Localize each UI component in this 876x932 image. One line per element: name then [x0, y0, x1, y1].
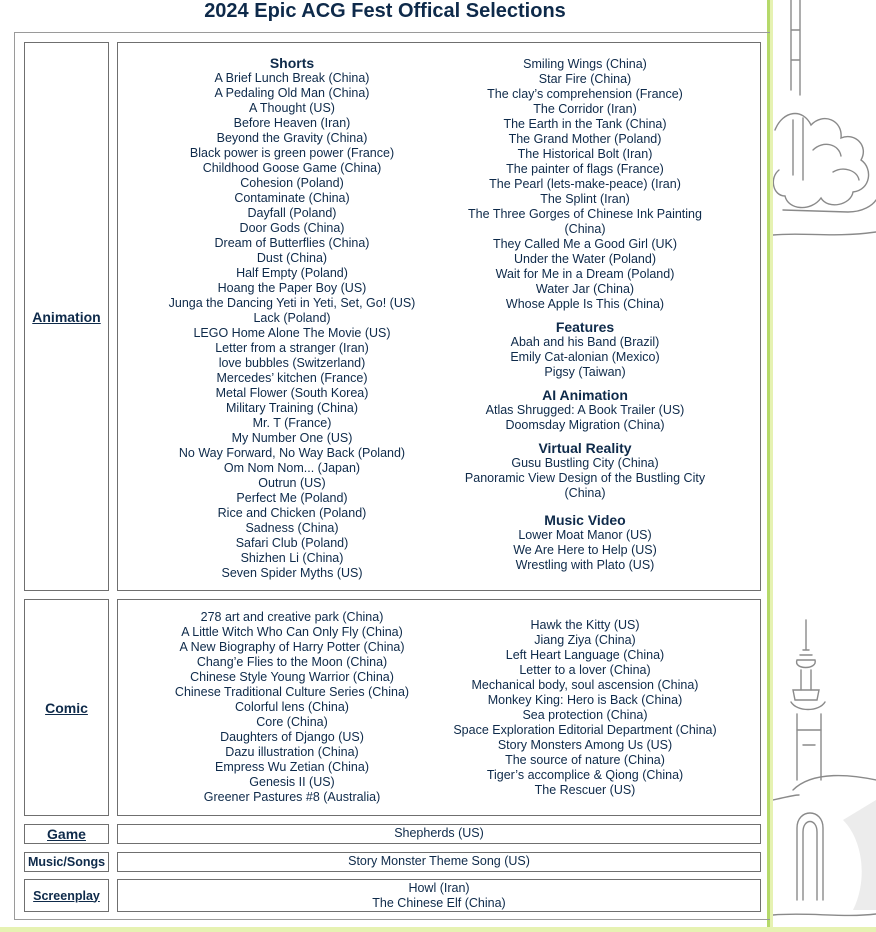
music-songs-list	[118, 853, 760, 869]
comic-list-right	[425, 618, 745, 798]
selection-title: Star Fire (China)	[538, 72, 632, 86]
selection-title: Cohesion (Poland)	[240, 176, 344, 190]
selection-title: Lack (Poland)	[253, 311, 331, 325]
selection-title: Tiger’s accomplice & Qiong (China)	[486, 768, 684, 782]
selection-title: Seven Spider Myths (US)	[221, 566, 363, 580]
selection-title: A Little Witch Who Can Only Fly (China)	[181, 625, 403, 639]
selection-title: Chinese Traditional Culture Series (China)	[174, 685, 410, 699]
selection-title: Outrun (US)	[258, 476, 326, 490]
selection-title: They Called Me a Good Girl (UK)	[492, 237, 678, 251]
category-screenplay	[24, 879, 109, 912]
selection-title: Letter from a stranger (Iran)	[215, 341, 369, 355]
selection-title: Panoramic View Design of the Bustling City (China)	[464, 471, 706, 500]
selection-title: LEGO Home Alone The Movie (US)	[193, 326, 391, 340]
selection-title: Under the Water (Poland)	[514, 252, 656, 266]
selection-title: Door Gods (China)	[239, 221, 345, 235]
game-cell	[117, 824, 761, 844]
selection-title: No Way Forward, No Way Back (Poland)	[178, 446, 406, 460]
selection-title: The painter of flags (France)	[506, 162, 664, 176]
comic-list-left	[132, 610, 452, 805]
selection-title: Water Jar (China)	[535, 282, 635, 296]
selection-title: Dust (China)	[256, 251, 328, 265]
selection-title: Sadness (China)	[245, 521, 339, 535]
comic-left-column	[132, 610, 452, 805]
selection-title: Genesis II (US)	[249, 775, 335, 789]
selection-title: Metal Flower (South Korea)	[215, 386, 369, 400]
screenplay-cell	[117, 879, 761, 912]
selection-title: Atlas Shrugged: A Book Trailer (US)	[485, 403, 685, 417]
selection-title: 278 art and creative park (China)	[200, 610, 384, 624]
selection-title: Contaminate (China)	[234, 191, 350, 205]
game-list	[118, 825, 760, 841]
selection-title: A New Biography of Harry Potter (China)	[179, 640, 405, 654]
selection-title: Monkey King: Hero is Back (China)	[487, 693, 683, 707]
selection-title: Story Monster Theme Song (US)	[348, 854, 530, 868]
selection-title: The Historical Bolt (Iran)	[517, 147, 653, 161]
selection-title: Colorful lens (China)	[235, 700, 349, 714]
selection-title: A Brief Lunch Break (China)	[214, 71, 370, 85]
comic-cell	[117, 599, 761, 816]
selection-title: Wait for Me in a Dream (Poland)	[495, 267, 675, 281]
category-link-game[interactable]: Game	[47, 826, 86, 842]
selection-title: Perfect Me (Poland)	[236, 491, 348, 505]
selection-title: Half Empty (Poland)	[236, 266, 348, 280]
selection-title: Shepherds (US)	[394, 826, 484, 840]
selection-title: Daughters of Django (US)	[220, 730, 364, 744]
music-video-heading: Music Video	[544, 512, 626, 528]
selection-title: Mr. T (France)	[252, 416, 332, 430]
selection-title: Abah and his Band (Brazil)	[510, 335, 660, 349]
selection-title: Letter to a lover (China)	[519, 663, 651, 677]
virtual-reality-heading: Virtual Reality	[538, 440, 632, 456]
selection-title: The Grand Mother (Poland)	[508, 132, 662, 146]
features-list	[425, 335, 745, 380]
selection-title: Emily Cat-alonian (Mexico)	[510, 350, 660, 364]
selection-title: Hawk the Kitty (US)	[530, 618, 640, 632]
animation-cell	[117, 42, 761, 591]
selection-title: The Pearl (lets-make-peace) (Iran)	[489, 177, 681, 191]
selection-title: Howl (Iran)	[408, 881, 470, 895]
selection-title: The Rescuer (US)	[534, 783, 636, 797]
selection-title: Left Heart Language (China)	[505, 648, 665, 662]
selection-title: Core (China)	[256, 715, 328, 729]
selection-title: Junga the Dancing Yeti in Yeti, Set, Go! (US)	[168, 296, 416, 310]
selection-title: Dream of Butterflies (China)	[214, 236, 370, 250]
animation-left-column	[132, 43, 452, 581]
ai-animation-list	[425, 403, 745, 433]
selection-title: Childhood Goose Game (China)	[202, 161, 382, 175]
selection-title: Whose Apple Is This (China)	[505, 297, 665, 311]
selection-title: Mercedes’ kitchen (France)	[216, 371, 368, 385]
category-music-songs	[24, 852, 109, 872]
selection-title: The Corridor (Iran)	[533, 102, 637, 116]
selection-title: A Thought (US)	[249, 101, 335, 115]
selection-title: Doomsday Migration (China)	[505, 418, 665, 432]
selection-title: Dayfall (Poland)	[247, 206, 337, 220]
selection-title: Beyond the Gravity (China)	[216, 131, 368, 145]
category-link-animation[interactable]: Animation	[32, 308, 101, 325]
selection-title: Lower Moat Manor (US)	[518, 528, 652, 542]
shorts-heading: Shorts	[269, 55, 315, 71]
selection-title: The clay’s comprehension (France)	[487, 87, 683, 101]
screenplay-list	[118, 880, 760, 911]
selection-title: Empress Wu Zetian (China)	[215, 760, 369, 774]
category-comic	[24, 599, 109, 816]
selection-title: The Three Gorges of Chinese Ink Painting (China)	[468, 207, 702, 236]
selection-title: Mechanical body, soul ascension (China)	[471, 678, 699, 692]
selection-title: Wrestling with Plato (US)	[515, 558, 655, 572]
selection-title: The source of nature (China)	[505, 753, 665, 767]
animation-right-column	[425, 57, 745, 573]
selection-title: Dazu illustration (China)	[225, 745, 359, 759]
selection-title: Rice and Chicken (Poland)	[217, 506, 367, 520]
selection-title: Gusu Bustling City (China)	[511, 456, 659, 470]
category-link-comic[interactable]: Comic	[45, 699, 88, 716]
selection-title: The Earth in the Tank (China)	[503, 117, 667, 131]
category-link-music-songs[interactable]: Music/Songs	[27, 855, 106, 869]
selection-title: Chang’e Flies to the Moon (China)	[196, 655, 388, 669]
ai-animation-heading: AI Animation	[542, 387, 628, 403]
category-game	[24, 824, 109, 844]
selection-title: Space Exploration Editorial Department (China)	[453, 723, 717, 737]
decorative-illustration	[773, 0, 876, 927]
features-heading: Features	[555, 319, 615, 335]
selection-title: Sea protection (China)	[522, 708, 648, 722]
selection-title: love bubbles (Switzerland)	[218, 356, 366, 370]
music-video-list	[425, 528, 745, 573]
selection-title: The Splint (Iran)	[540, 192, 630, 206]
music-songs-cell	[117, 852, 761, 872]
selection-title: Greener Pastures #8 (Australia)	[203, 790, 381, 804]
comic-right-column	[425, 618, 745, 798]
virtual-reality-list	[425, 456, 745, 501]
selection-title: Shizhen Li (China)	[240, 551, 344, 565]
selection-title: Pigsy (Taiwan)	[544, 365, 626, 379]
shorts-list-left	[132, 71, 452, 581]
city-sketch-icon	[773, 0, 876, 927]
selection-title: Safari Club (Poland)	[235, 536, 349, 550]
selection-title: My Number One (US)	[231, 431, 353, 445]
selection-title: The Chinese Elf (China)	[372, 896, 506, 910]
selection-title: Story Monsters Among Us (US)	[497, 738, 673, 752]
selection-title: Before Heaven (Iran)	[233, 116, 351, 130]
category-link-screenplay[interactable]: Screenplay	[33, 888, 100, 903]
selection-title: Hoang the Paper Boy (US)	[217, 281, 367, 295]
selection-title: Black power is green power (France)	[189, 146, 395, 160]
selection-title: We Are Here to Help (US)	[513, 543, 657, 557]
selection-title: Chinese Style Young Warrior (China)	[190, 670, 394, 684]
page-title: 2024 Epic ACG Fest Offical Selections	[204, 0, 566, 22]
selection-title: Smiling Wings (China)	[523, 57, 647, 71]
selection-title: Om Nom Nom... (Japan)	[223, 461, 361, 475]
selection-title: Military Training (China)	[226, 401, 358, 415]
category-animation	[24, 42, 109, 591]
selection-title: A Pedaling Old Man (China)	[214, 86, 370, 100]
selection-title: Jiang Ziya (China)	[534, 633, 636, 647]
shorts-list-right	[425, 57, 745, 312]
